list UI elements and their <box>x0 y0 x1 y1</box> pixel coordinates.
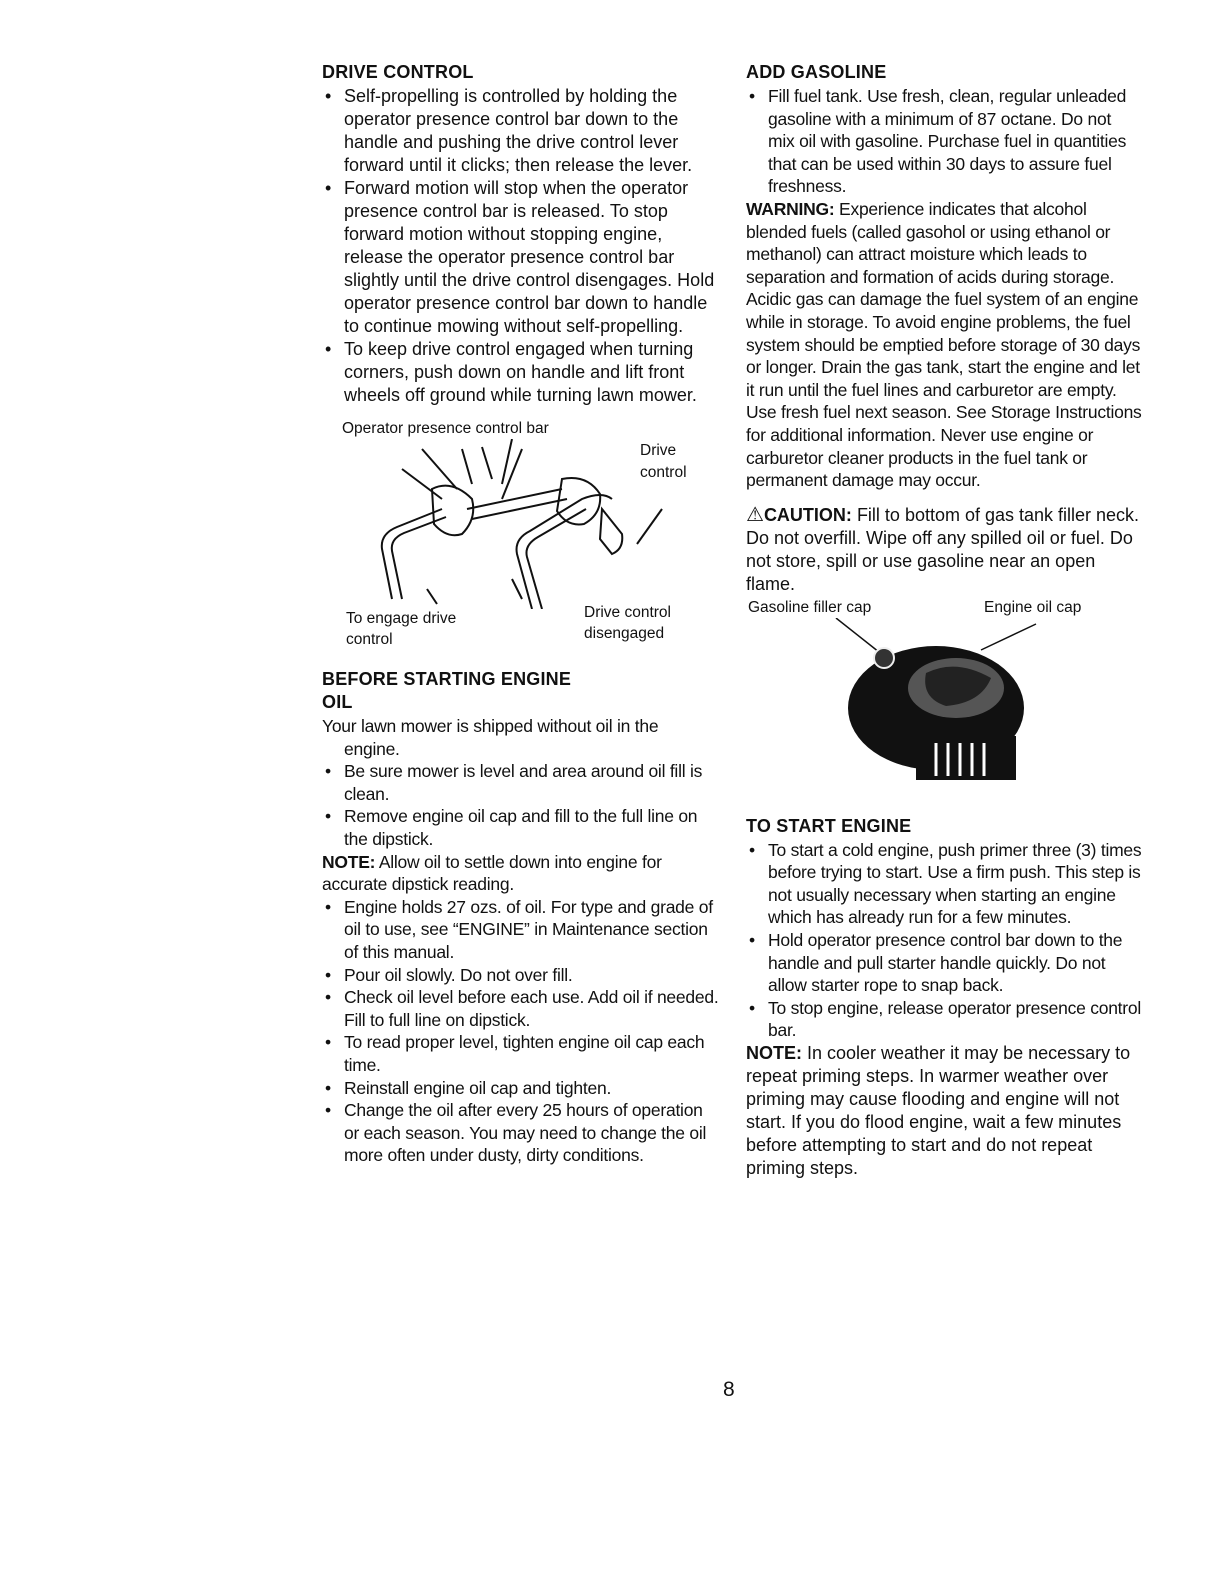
right-column <box>746 62 1142 1180</box>
label-disengaged-1: Drive control <box>584 604 671 621</box>
gasoline-list <box>746 85 1142 198</box>
list-item: • Engine holds 27 ozs. of oil. For type and grade of oil to use, see “ENGINE” in Maintenance section of this manual. <box>325 896 713 962</box>
drive-control-list <box>322 85 722 407</box>
list-item: • To start a cold engine, push primer three (3) times before trying to start. Use a firm push. This step is not usually necessary when starting an engine which has already run for a few minutes. <box>749 839 1142 928</box>
start-note: NOTE: In cooler weather it may be necessary to repeat priming steps. In warmer weather over priming may cause flooding and engine will not start. If you do flood engine, wait a few minutes before attempting to start and do not repeat priming steps. <box>746 1043 1131 1179</box>
mower-handle-illustration <box>362 439 702 609</box>
caution-paragraph: ⚠CAUTION: Fill to bottom of gas tank filler neck. Do not overfill. Wipe off any spilled oil or fuel. Do not store, spill or use gasoline near an open flame. <box>746 503 1140 594</box>
list-item: • To read proper level, tighten engine oil cap each time. <box>325 1032 705 1075</box>
label-engine-oil-cap: Engine oil cap <box>984 598 1082 616</box>
list-item: • Hold operator presence control bar down to the handle and pull starter handle quickly. Do not allow starter rope to snap back. <box>749 930 1123 996</box>
drive-control-heading: DRIVE CONTROL <box>322 62 474 82</box>
list-item: • Pour oil slowly. Do not over fill. <box>325 964 573 985</box>
engine-figure <box>746 598 1142 808</box>
list-item: • Self-propelling is controlled by holding the operator presence control bar down to the handle and pushing the drive control lever forward until it clicks; then release the lever. <box>325 86 693 175</box>
list-item: • Forward motion will stop when the operator presence control bar is released. To stop forward motion without stopping engine, release the operator presence control bar slightly until the drive control disengages. Hold operator presence control bar down to handle to continue mowing without self-propelling. <box>325 178 715 336</box>
label-drive-control-1: Drive <box>640 442 677 459</box>
list-item: • Check oil level before each use. Add oil if needed. Fill to full line on dipstick. <box>325 987 719 1030</box>
warning-paragraph: WARNING: Experience indicates that alcohol blended fuels (called gasohol or using ethanol or methanol) can attract moisture which leads to separation and formation of acids during storage. Acidic gas can damage the fuel system of an engine while in storage. To avoid engine problems, the fuel system should be emptied before storage of 30 days or longer. Drain the gas tank, start the engine and let it run until the fuel lines and carburetor are empty. Use fresh fuel next season. See Storage Instructions for additional information. Never use engine or carburetor cleaner products in the fuel tank or permanent damage may occur. <box>746 198 1142 491</box>
start-list <box>746 839 1142 1042</box>
label-to-engage-1: To engage drive <box>346 610 457 627</box>
list-item: • Fill fuel tank. Use fresh, clean, regular unleaded gasoline with a minimum of 87 octane. Do not mix oil with gasoline. Purchase fuel in quantities that can be used within 30 days to assure fuel freshness. <box>749 86 1127 197</box>
oil-note: NOTE: Allow oil to settle down into engine for accurate dipstick reading. <box>322 851 662 895</box>
list-item: • Change the oil after every 25 hours of operation or each season. You may need to change the oil more often under dusty, dirty conditions. <box>325 1100 707 1166</box>
oil-subheading: OIL <box>322 692 353 712</box>
oil-intro-2: engine. <box>344 738 400 759</box>
label-to-engage-2: control <box>346 631 393 648</box>
label-drive-control-2: control <box>640 464 687 481</box>
label-disengaged-2: disengaged <box>584 625 665 642</box>
to-start-heading: TO START ENGINE <box>746 815 912 836</box>
before-starting-section <box>322 669 722 1167</box>
engine-illustration <box>806 618 1066 808</box>
left-column <box>322 62 722 1167</box>
oil-list-b <box>322 896 722 1167</box>
label-filler-cap: Gasoline filler cap <box>748 598 872 616</box>
before-starting-heading: BEFORE STARTING ENGINE <box>322 669 572 689</box>
add-gasoline-body <box>746 85 1142 492</box>
oil-intro-1: Your lawn mower is shipped without oil in the <box>322 716 659 736</box>
list-item: • Be sure mower is level and area around oil fill is clean. <box>325 761 703 804</box>
list-item: • To stop engine, release operator presence control bar. <box>749 997 1141 1041</box>
list-item: • Reinstall engine oil cap and tighten. <box>325 1077 612 1098</box>
to-start-section <box>746 816 1142 1180</box>
page-number: 8 <box>723 1378 735 1401</box>
caution-triangle-icon: ⚠ <box>746 503 764 526</box>
drive-control-figure <box>322 419 722 659</box>
list-item: • To keep drive control engaged when turning corners, push down on handle and lift front wheels off ground while turning lawn mower. <box>325 339 697 405</box>
to-start-body <box>746 839 1142 1042</box>
oil-body <box>322 715 722 1167</box>
oil-list-a <box>322 760 722 850</box>
label-operator-bar: Operator presence control bar <box>342 420 549 437</box>
list-item: • Remove engine oil cap and fill to the full line on the dipstick. <box>325 806 698 849</box>
add-gasoline-heading: ADD GASOLINE <box>746 62 887 82</box>
